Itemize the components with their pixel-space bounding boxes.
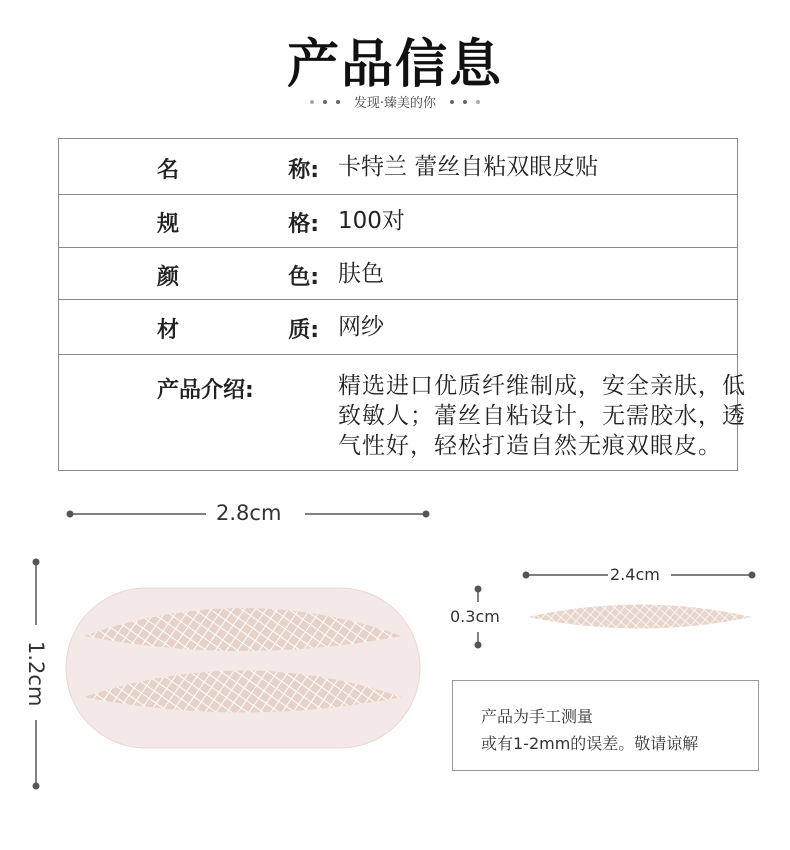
width-label: 2.8cm (216, 501, 282, 525)
spec-label: 规 格: (157, 212, 319, 237)
page-title: 产品信息 (286, 35, 503, 95)
single-strip (528, 605, 752, 629)
spec-value: 卡特兰 蕾丝自粘双眼皮贴 (338, 154, 599, 180)
height-label: 1.2cm (24, 641, 48, 707)
intro-text: 精选进口优质纤维制成，安全亲肤，低 致敏人；蕾丝自粘设计，无需胶水，透 气性好，轻松打造自然无痕双眼皮。 (338, 373, 746, 459)
spec-label: 产品介绍: (157, 378, 254, 403)
subtitle: 发现·臻美的你 (353, 96, 437, 111)
spec-label: 颜 色: (157, 265, 319, 290)
strip-length-label: 2.4cm (610, 565, 660, 584)
note-line-2: 或有1-2mm的误差。敬请谅解 (481, 734, 699, 753)
spec-value: 网纱 (338, 314, 384, 340)
strip-width-label: 0.3cm (450, 607, 500, 626)
spec-label: 材 质: (157, 318, 319, 343)
spec-value: 100对 (338, 208, 405, 234)
spec-label: 名 称: (157, 158, 319, 183)
measurement-note (452, 680, 759, 771)
note-line-1: 产品为手工测量 (481, 707, 594, 726)
spec-value: 肤色 (338, 261, 384, 287)
